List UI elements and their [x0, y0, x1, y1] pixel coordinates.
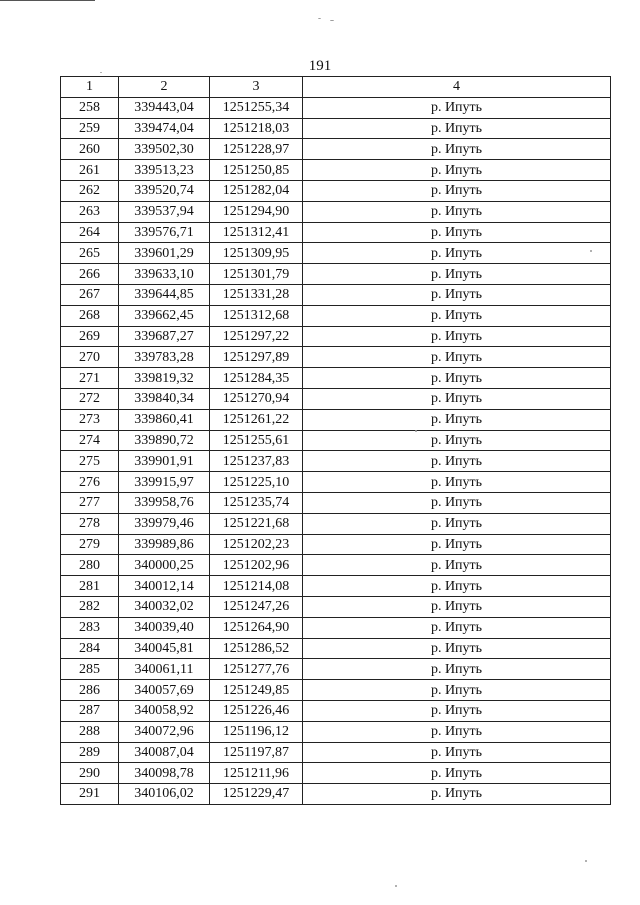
row-number: 270: [61, 347, 119, 368]
row-number: 288: [61, 721, 119, 742]
river-name: р. Ипуть: [303, 180, 611, 201]
coordinate-y: 1251237,83: [210, 451, 303, 472]
table-body: [61, 97, 611, 804]
coordinate-x: 339576,71: [119, 222, 210, 243]
coordinate-x: 340061,11: [119, 659, 210, 680]
row-number: 260: [61, 139, 119, 160]
table-row: [61, 742, 611, 763]
river-name: р. Ипуть: [303, 284, 611, 305]
coordinate-x: 339840,34: [119, 388, 210, 409]
coordinate-x: 339819,32: [119, 368, 210, 389]
coordinate-x: 339644,85: [119, 284, 210, 305]
row-number: 258: [61, 97, 119, 118]
coordinate-y: 1251228,97: [210, 139, 303, 160]
river-name: р. Ипуть: [303, 243, 611, 264]
table-row: [61, 305, 611, 326]
row-number: 282: [61, 596, 119, 617]
row-number: 284: [61, 638, 119, 659]
coordinate-x: 339474,04: [119, 118, 210, 139]
coordinate-y: 1251297,22: [210, 326, 303, 347]
table-row: [61, 680, 611, 701]
table-row: [61, 284, 611, 305]
river-name: р. Ипуть: [303, 97, 611, 118]
coordinate-x: 340058,92: [119, 700, 210, 721]
river-name: р. Ипуть: [303, 368, 611, 389]
river-name: р. Ипуть: [303, 160, 611, 181]
coordinate-y: 1251218,03: [210, 118, 303, 139]
coordinate-y: 1251250,85: [210, 160, 303, 181]
row-number: 261: [61, 160, 119, 181]
river-name: р. Ипуть: [303, 638, 611, 659]
coordinate-x: 339502,30: [119, 139, 210, 160]
scan-speck: [415, 430, 417, 432]
row-number: 275: [61, 451, 119, 472]
table-row: [61, 659, 611, 680]
coordinate-x: 339890,72: [119, 430, 210, 451]
river-name: р. Ипуть: [303, 700, 611, 721]
river-name: р. Ипуть: [303, 680, 611, 701]
row-number: 262: [61, 180, 119, 201]
coordinate-x: 340106,02: [119, 784, 210, 805]
row-number: 267: [61, 284, 119, 305]
scan-speck: [318, 18, 321, 19]
river-name: р. Ипуть: [303, 430, 611, 451]
coordinate-y: 1251235,74: [210, 492, 303, 513]
river-name: р. Ипуть: [303, 451, 611, 472]
coordinate-y: 1251197,87: [210, 742, 303, 763]
row-number: 264: [61, 222, 119, 243]
row-number: 279: [61, 534, 119, 555]
table-row: [61, 700, 611, 721]
coordinate-x: 340012,14: [119, 576, 210, 597]
river-name: р. Ипуть: [303, 409, 611, 430]
table-row: [61, 347, 611, 368]
table-row: [61, 326, 611, 347]
header-col-2: 2: [119, 77, 210, 98]
coordinate-y: 1251255,34: [210, 97, 303, 118]
row-number: 269: [61, 326, 119, 347]
table-row: [61, 513, 611, 534]
coordinate-y: 1251247,26: [210, 596, 303, 617]
scan-speck: [330, 20, 334, 21]
river-name: р. Ипуть: [303, 763, 611, 784]
coordinate-y: 1251225,10: [210, 472, 303, 493]
river-name: р. Ипуть: [303, 118, 611, 139]
row-number: 263: [61, 201, 119, 222]
coordinate-y: 1251297,89: [210, 347, 303, 368]
table-row: [61, 763, 611, 784]
coordinate-y: 1251202,96: [210, 555, 303, 576]
row-number: 285: [61, 659, 119, 680]
river-name: р. Ипуть: [303, 305, 611, 326]
table-row: [61, 721, 611, 742]
river-name: р. Ипуть: [303, 492, 611, 513]
table-row: [61, 368, 611, 389]
river-name: р. Ипуть: [303, 596, 611, 617]
table-row: [61, 97, 611, 118]
coordinate-x: 339901,91: [119, 451, 210, 472]
coordinate-y: 1251309,95: [210, 243, 303, 264]
coordinate-y: 1251264,90: [210, 617, 303, 638]
coordinate-x: 340032,02: [119, 596, 210, 617]
row-number: 266: [61, 264, 119, 285]
table-row: [61, 534, 611, 555]
river-name: р. Ипуть: [303, 721, 611, 742]
coordinate-x: 340057,69: [119, 680, 210, 701]
row-number: 274: [61, 430, 119, 451]
coordinate-x: 339915,97: [119, 472, 210, 493]
coordinate-x: 339520,74: [119, 180, 210, 201]
coordinate-x: 340072,96: [119, 721, 210, 742]
row-number: 281: [61, 576, 119, 597]
table-row: [61, 409, 611, 430]
river-name: р. Ипуть: [303, 347, 611, 368]
row-number: 290: [61, 763, 119, 784]
scan-speck: [585, 860, 587, 862]
table-row: [61, 180, 611, 201]
row-number: 259: [61, 118, 119, 139]
coordinate-y: 1251226,46: [210, 700, 303, 721]
row-number: 287: [61, 700, 119, 721]
row-number: 291: [61, 784, 119, 805]
scan-speck: [100, 72, 102, 73]
table-row: [61, 430, 611, 451]
coordinate-x: 339989,86: [119, 534, 210, 555]
coordinate-y: 1251202,23: [210, 534, 303, 555]
coordinate-x: 340098,78: [119, 763, 210, 784]
coordinate-x: 340087,04: [119, 742, 210, 763]
river-name: р. Ипуть: [303, 576, 611, 597]
coordinate-y: 1251270,94: [210, 388, 303, 409]
coordinates-table: [60, 76, 611, 805]
header-col-3: 3: [210, 77, 303, 98]
table-row: [61, 243, 611, 264]
row-number: 286: [61, 680, 119, 701]
row-number: 280: [61, 555, 119, 576]
row-number: 272: [61, 388, 119, 409]
table-row: [61, 222, 611, 243]
coordinate-y: 1251331,28: [210, 284, 303, 305]
table-row: [61, 201, 611, 222]
table-row: [61, 596, 611, 617]
row-number: 289: [61, 742, 119, 763]
table-row: [61, 264, 611, 285]
table-row: [61, 784, 611, 805]
river-name: р. Ипуть: [303, 617, 611, 638]
table-row: [61, 576, 611, 597]
header-row: [61, 77, 611, 98]
coordinate-y: 1251221,68: [210, 513, 303, 534]
table-row: [61, 492, 611, 513]
row-number: 276: [61, 472, 119, 493]
row-number: 283: [61, 617, 119, 638]
table-row: [61, 555, 611, 576]
coordinate-x: 339687,27: [119, 326, 210, 347]
river-name: р. Ипуть: [303, 555, 611, 576]
river-name: р. Ипуть: [303, 659, 611, 680]
river-name: р. Ипуть: [303, 326, 611, 347]
table-row: [61, 160, 611, 181]
coordinate-y: 1251294,90: [210, 201, 303, 222]
coordinate-y: 1251277,76: [210, 659, 303, 680]
row-number: 265: [61, 243, 119, 264]
coordinate-x: 339601,29: [119, 243, 210, 264]
river-name: р. Ипуть: [303, 472, 611, 493]
coordinate-x: 340000,25: [119, 555, 210, 576]
coordinate-x: 339633,10: [119, 264, 210, 285]
table-header: [61, 77, 611, 98]
coordinate-y: 1251286,52: [210, 638, 303, 659]
coordinate-y: 1251214,08: [210, 576, 303, 597]
header-col-1: 1: [61, 77, 119, 98]
river-name: р. Ипуть: [303, 201, 611, 222]
table-row: [61, 451, 611, 472]
coordinate-x: 340045,81: [119, 638, 210, 659]
river-name: р. Ипуть: [303, 742, 611, 763]
table-row: [61, 139, 611, 160]
river-name: р. Ипуть: [303, 139, 611, 160]
river-name: р. Ипуть: [303, 534, 611, 555]
table-row: [61, 638, 611, 659]
coordinate-x: 339537,94: [119, 201, 210, 222]
coordinate-y: 1251301,79: [210, 264, 303, 285]
coordinate-y: 1251229,47: [210, 784, 303, 805]
coordinate-y: 1251249,85: [210, 680, 303, 701]
page-number: 191: [308, 58, 332, 74]
coordinate-x: 339979,46: [119, 513, 210, 534]
scan-speck: [395, 885, 397, 887]
river-name: р. Ипуть: [303, 784, 611, 805]
coordinate-x: 339443,04: [119, 97, 210, 118]
row-number: 278: [61, 513, 119, 534]
coordinate-y: 1251312,68: [210, 305, 303, 326]
table-row: [61, 617, 611, 638]
scan-corner-line: [0, 0, 95, 1]
coordinate-x: 339513,23: [119, 160, 210, 181]
coordinate-y: 1251312,41: [210, 222, 303, 243]
river-name: р. Ипуть: [303, 513, 611, 534]
coordinate-x: 339958,76: [119, 492, 210, 513]
row-number: 273: [61, 409, 119, 430]
river-name: р. Ипуть: [303, 388, 611, 409]
coordinate-y: 1251284,35: [210, 368, 303, 389]
table-row: [61, 118, 611, 139]
row-number: 277: [61, 492, 119, 513]
river-name: р. Ипуть: [303, 264, 611, 285]
table-row: [61, 388, 611, 409]
coordinate-y: 1251211,96: [210, 763, 303, 784]
coordinate-y: 1251282,04: [210, 180, 303, 201]
table-row: [61, 472, 611, 493]
coordinate-x: 339860,41: [119, 409, 210, 430]
header-col-4: 4: [303, 77, 611, 98]
coordinate-y: 1251261,22: [210, 409, 303, 430]
row-number: 271: [61, 368, 119, 389]
coordinate-x: 339783,28: [119, 347, 210, 368]
coordinate-x: 340039,40: [119, 617, 210, 638]
coordinate-y: 1251255,61: [210, 430, 303, 451]
river-name: р. Ипуть: [303, 222, 611, 243]
coordinate-y: 1251196,12: [210, 721, 303, 742]
row-number: 268: [61, 305, 119, 326]
scan-speck: [590, 250, 592, 252]
coordinate-x: 339662,45: [119, 305, 210, 326]
